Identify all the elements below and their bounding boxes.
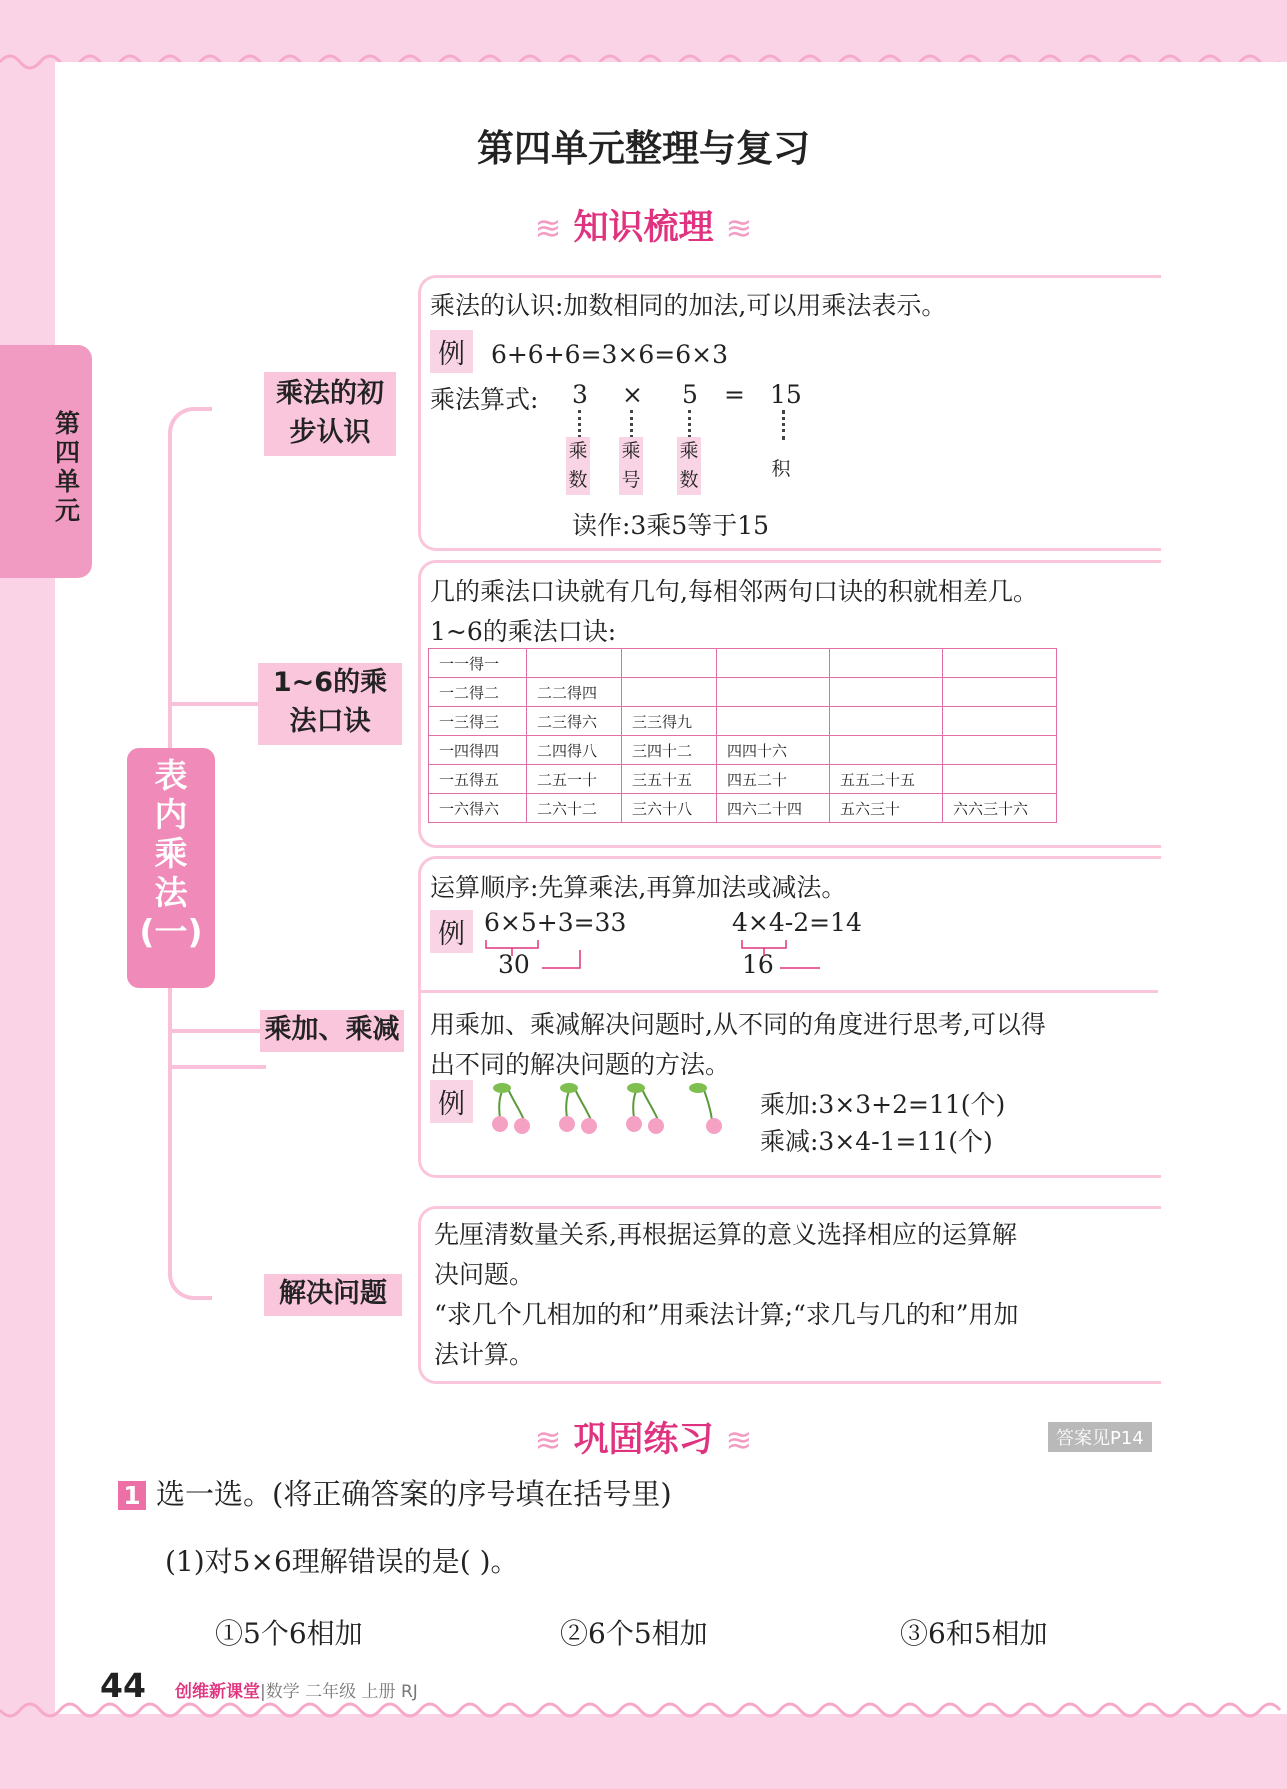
branch-connector [168, 702, 266, 706]
branch-connector [168, 1029, 266, 1033]
squiggle-icon: ≋ [725, 1421, 753, 1459]
box1-line1: 乘法的认识:加数相同的加法,可以用乘法表示。 [430, 291, 947, 320]
box3-para2: 出不同的解决问题的方法。 [430, 1050, 731, 1079]
table-cell: 六六三十六 [943, 794, 1057, 823]
table-cell: 三六十八 [622, 794, 717, 823]
label-multiply-sign: 乘号 [619, 437, 643, 495]
question-title-text: 选一选。(将正确答案的序号填在括号里) [156, 1477, 672, 1511]
branch-problem-solving: 解决问题 [264, 1274, 402, 1316]
table-cell: 一五得五 [429, 765, 527, 794]
branch-label: 步认识 [289, 417, 371, 448]
squiggle-icon: ≋ [534, 209, 562, 247]
box2-line1: 几的乘法口诀就有几句,每相邻两句口诀的积就相差几。 [430, 577, 1038, 606]
footer-book-info: |数学 二年级 上册 RJ [260, 1682, 418, 1702]
dotted-pointer [782, 410, 791, 440]
question-number-badge: 1 [118, 1481, 146, 1510]
box4-line3: “求几个几相加的和”用乘法计算;“求几与几的和”用加 [434, 1300, 1019, 1329]
table-cell: 五六三十 [830, 794, 943, 823]
box4-line1: 先厘清数量关系,再根据运算的意义选择相应的运算解 [434, 1220, 1017, 1249]
label-factor-b: 乘数 [677, 437, 701, 495]
table-cell: 四五二十 [717, 765, 830, 794]
formula-op: × [622, 380, 643, 409]
table-cell: 三三得九 [622, 707, 717, 736]
bracket-arrows [480, 938, 820, 972]
box1-example [430, 330, 728, 373]
box3-example-tag2 [430, 1080, 473, 1123]
table-cell: 二六十二 [527, 794, 622, 823]
formula-factor-b: 5 [682, 380, 698, 409]
table-cell [830, 678, 943, 707]
table-cell: 五五二十五 [830, 765, 943, 794]
box4-line2: 决问题。 [434, 1260, 535, 1289]
mul-sub-example: 乘减:3×4-1=11(个) [760, 1127, 993, 1156]
option-2[interactable]: ②6个5相加 [560, 1617, 708, 1650]
formula-equals: = [724, 380, 745, 409]
read-as: 读作:3乘5等于15 [572, 511, 770, 540]
table-cell [622, 649, 717, 678]
table-cell: 三四十二 [622, 736, 717, 765]
table-row [429, 794, 1057, 823]
section-heading-knowledge [0, 200, 1287, 250]
root-char: 乘 [154, 834, 188, 873]
table-cell: 二二得四 [527, 678, 622, 707]
page-title: 第四单元整理与复习 [477, 127, 810, 170]
table-cell [717, 707, 830, 736]
branch-label: 1~6的乘 [272, 667, 388, 698]
option-3[interactable]: ③6和5相加 [900, 1617, 1048, 1650]
table-cell [830, 649, 943, 678]
table-cell [717, 678, 830, 707]
table-cell: 一四得四 [429, 736, 527, 765]
order-example-2-sub: 16 [742, 950, 774, 979]
table-row [429, 765, 1057, 794]
table-row [429, 736, 1057, 765]
box2-line2: 1~6的乘法口诀: [430, 617, 617, 646]
cherry-icon [488, 1080, 540, 1136]
table-cell: 二五一十 [527, 765, 622, 794]
unit-side-tab [0, 345, 92, 578]
page-number: 44 [100, 1666, 146, 1705]
answer-reference-badge: 答案见P14 [1048, 1422, 1152, 1452]
question-1-sub[interactable]: (1)对5×6理解错误的是( )。 [165, 1545, 519, 1578]
table-cell [527, 649, 622, 678]
table-cell: 一六得六 [429, 794, 527, 823]
option-1[interactable]: ①5个6相加 [215, 1617, 363, 1650]
root-char: 法 [154, 873, 188, 912]
table-row [429, 649, 1057, 678]
squiggle-icon: ≋ [534, 1421, 562, 1459]
branch-label: 乘法的初 [276, 378, 384, 409]
order-example-1-sub: 30 [498, 950, 530, 979]
table-cell [943, 707, 1057, 736]
formula-label: 乘法算式: [430, 385, 539, 414]
cherry-icon [684, 1080, 736, 1136]
table-cell [943, 649, 1057, 678]
table-row [429, 707, 1057, 736]
table-cell: 二三得六 [527, 707, 622, 736]
table-cell: 四六二十四 [717, 794, 830, 823]
formula-factor-a: 3 [572, 380, 588, 409]
table-cell: 一三得三 [429, 707, 527, 736]
branch-mul-add-sub: 乘加、乘减 [260, 1010, 404, 1052]
table-cell [622, 678, 717, 707]
cherry-icon [622, 1080, 674, 1136]
branch-multiplication-intro [264, 372, 396, 456]
table-cell: 一一得一 [429, 649, 527, 678]
cherry-icon [555, 1080, 607, 1136]
table-cell: 二四得八 [527, 736, 622, 765]
question-1-title [118, 1472, 672, 1513]
mul-add-example: 乘加:3×3+2=11(个) [760, 1090, 1006, 1119]
label-factor-a: 乘数 [566, 437, 590, 495]
branch-label: 法口诀 [289, 706, 371, 737]
branch-times-table [258, 663, 402, 745]
table-cell: 一二得二 [429, 678, 527, 707]
table-cell: 三五十五 [622, 765, 717, 794]
section-title: 巩固练习 [573, 1420, 714, 1460]
order-example-2: 4×4-2=14 [732, 908, 862, 937]
box3-para1: 用乘加、乘减解决问题时,从不同的角度进行思考,可以得 [430, 1010, 1046, 1039]
example-tag: 例 [430, 1080, 473, 1123]
example-tag: 例 [430, 330, 473, 373]
unit-side-tab-label: 第四单元 [55, 409, 81, 525]
box4-line4: 法计算。 [434, 1340, 535, 1369]
label-product: 积 [771, 458, 791, 480]
table-cell [943, 678, 1057, 707]
divider [418, 990, 1158, 993]
box3-line1: 运算顺序:先算乘法,再算加法或减法。 [430, 873, 847, 902]
root-char: 表 [154, 756, 188, 795]
example-tag: 例 [430, 910, 473, 953]
squiggle-icon: ≋ [725, 209, 753, 247]
footer-info [175, 1677, 418, 1702]
table-cell [943, 765, 1057, 794]
table-cell [830, 736, 943, 765]
brand-name: 创维新课堂 [175, 1682, 260, 1702]
mindmap-root [127, 748, 215, 988]
times-table [428, 648, 1057, 823]
root-char: 内 [154, 795, 188, 834]
example-equation: 6+6+6=3×6=6×3 [490, 340, 728, 369]
table-cell [830, 707, 943, 736]
formula-product: 15 [770, 380, 802, 409]
order-example-1: 6×5+3=33 [484, 908, 627, 937]
wavy-border-bottom [0, 1700, 1287, 1726]
table-row [429, 678, 1057, 707]
section-title: 知识梳理 [573, 208, 714, 248]
box3-example-tag [430, 910, 473, 953]
table-cell: 四四十六 [717, 736, 830, 765]
table-cell [717, 649, 830, 678]
branch-connector [168, 1065, 266, 1069]
root-char: (一) [139, 912, 203, 951]
table-cell [943, 736, 1057, 765]
